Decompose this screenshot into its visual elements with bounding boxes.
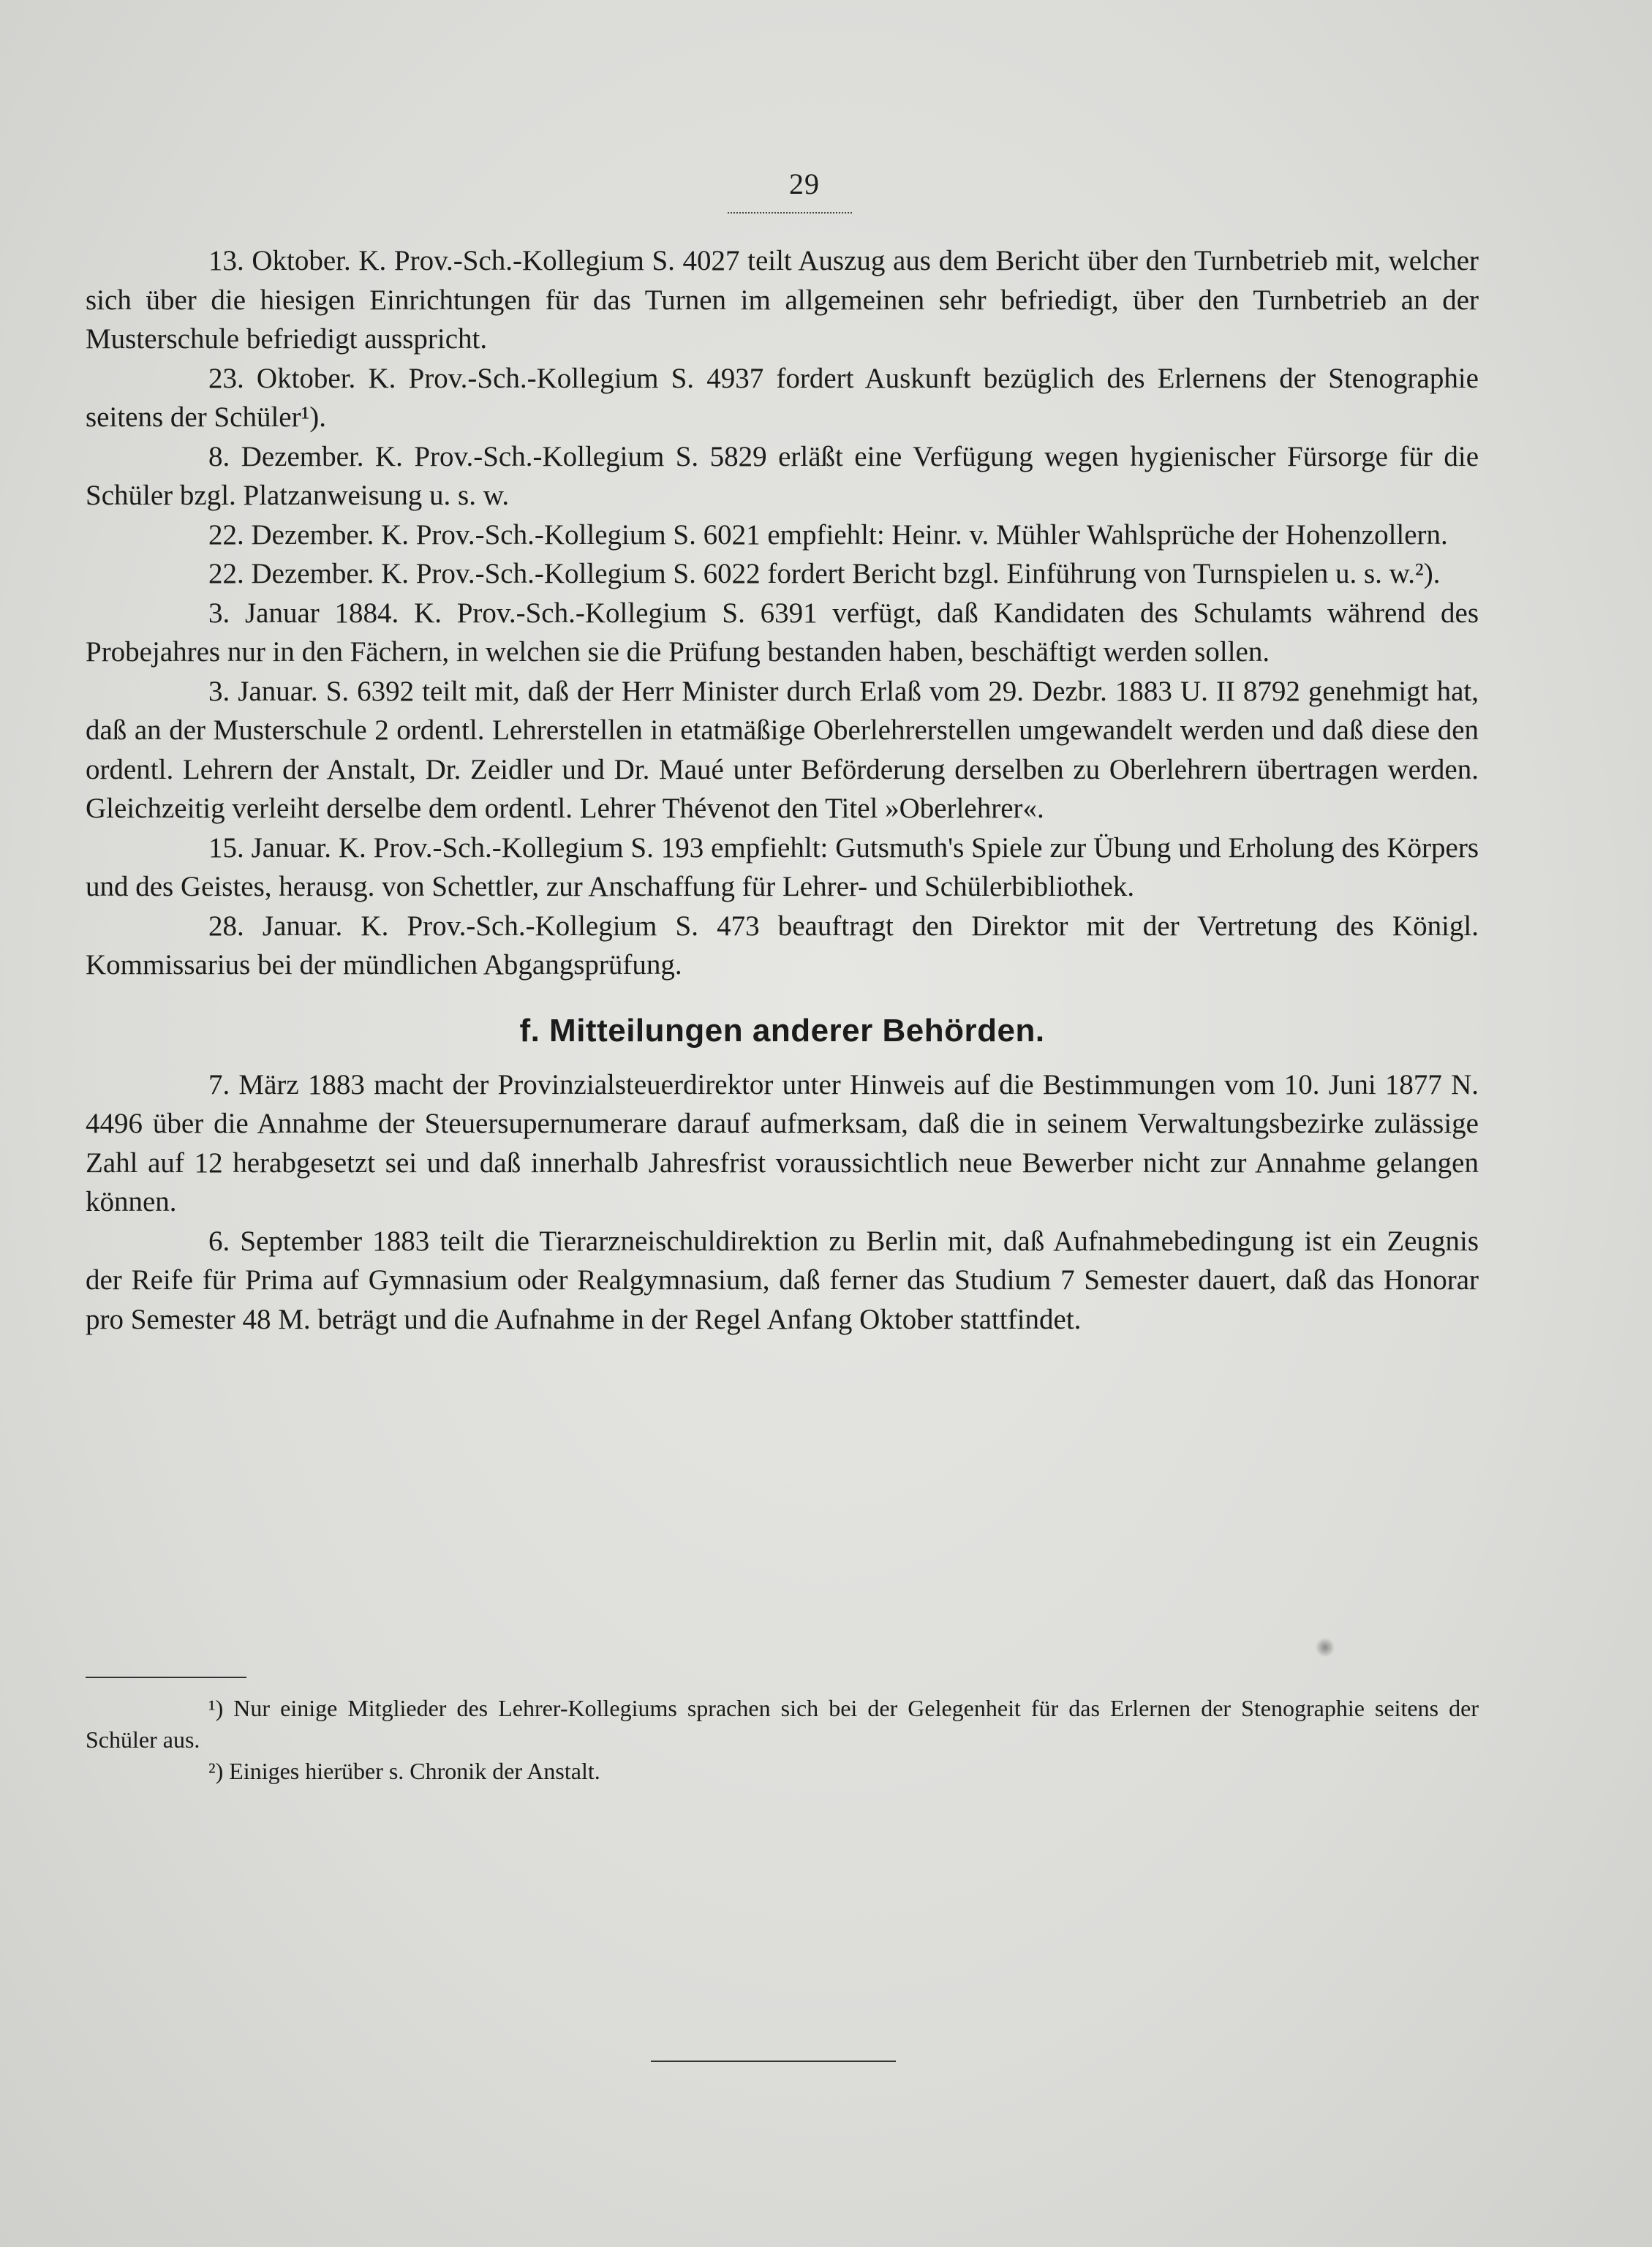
entry-paragraph: 13. Oktober. K. Prov.-Sch.-Kollegium S. 4027 teilt Auszug aus dem Bericht über den Turnbetrieb mit, welcher sich über die hiesigen Einrichtungen für das Turnen im allgemeinen sehr befriedigt, über den Turnbetrieb an der Musterschule befriedigt ausspricht. xyxy=(86,245,1479,355)
entry-paragraph: 22. Dezember. K. Prov.-Sch.-Kollegium S. 6022 fordert Bericht bzgl. Einführung von Turnspielen u. s. w.²). xyxy=(208,558,1441,589)
entry-paragraph: 22. Dezember. K. Prov.-Sch.-Kollegium S. 6021 empfiehlt: Heinr. v. Mühler Wahlsprüche der Hohenzollern. xyxy=(208,518,1448,551)
entry-paragraph: 28. Januar. K. Prov.-Sch.-Kollegium S. 473 beauftragt den Direktor mit der Vertretung des Königl. Kommissarius bei der mündlichen Abgangsprüfung. xyxy=(86,910,1479,981)
entry-paragraph: 3. Januar. S. 6392 teilt mit, daß der Herr Minister durch Erlaß vom 29. Dezbr. 1883 U. II 8792 genehmigt hat, daß an der Musterschule 2 ordentl. Lehrerstellen in etatmäßige Oberlehrerstellen umgewandelt werden und daß diese den ordentl. Lehrern der Anstalt, Dr. Zeidler und Dr. Maué unter Beförderung derselben zu Oberlehrern übertragen werden. Gleichzeitig verleiht derselbe dem ordentl. Lehrer Thévenot den Titel »Oberlehrer«. xyxy=(86,675,1479,824)
page-number: 29 xyxy=(789,167,820,200)
end-rule xyxy=(651,2061,896,2062)
footnote: ²) Einiges hierüber s. Chronik der Anstalt. xyxy=(208,1758,600,1784)
section-entry-paragraph: 6. September 1883 teilt die Tierarzneischuldirektion zu Berlin mit, daß Aufnahmebedingung ist ein Zeugnis der Reife für Prima auf Gymnasium oder Realgymnasium, daß ferner das Studium 7 Semester dauert, daß das Honorar pro Semester 48 M. beträgt und die Aufnahme in der Regel Anfang Oktober stattfindet. xyxy=(86,1225,1479,1335)
section-heading-text: f. Mitteilungen anderer Behörden. xyxy=(519,1012,1045,1049)
entry-paragraph: 23. Oktober. K. Prov.-Sch.-Kollegium S. 4937 fordert Auskunft bezüglich des Erlernens der Stenographie seitens der Schüler¹). xyxy=(86,362,1479,433)
entry-paragraph: 15. Januar. K. Prov.-Sch.-Kollegium S. 193 empfiehlt: Gutsmuth's Spiele zur Übung und Erholung des Körpers und des Geistes, herausg. von Schettler, zur Anschaffung für Lehrer- und Schülerbibliothek. xyxy=(86,831,1479,902)
entry-paragraph: 8. Dezember. K. Prov.-Sch.-Kollegium S. 5829 erläßt eine Verfügung wegen hygienischer Fürsorge für die Schüler bzgl. Platzanweisung u. s. w. xyxy=(86,440,1479,511)
footnote: ¹) Nur einige Mitglieder des Lehrer-Kollegiums sprachen sich bei der Gelegenheit für das Erlernen der Stenographie seitens der Schüler aus. xyxy=(86,1695,1479,1753)
page-number-ornament xyxy=(728,208,852,214)
footnote-separator xyxy=(86,1677,246,1678)
ink-smudge xyxy=(1315,1638,1335,1657)
section-heading xyxy=(86,1013,1479,1049)
footnotes xyxy=(86,1693,1479,1787)
section-entry-paragraph: 7. März 1883 macht der Provinzialsteuerdirektor unter Hinweis auf die Bestimmungen vom 10. Juni 1877 N. 4496 über die Annahme der Steuersupernumerare darauf aufmerksam, daß die in seinem Verwaltungsbezirke zulässige Zahl auf 12 herabgesetzt sei und daß innerhalb Jahresfrist voraussichtlich neue Bewerber nicht zur Annahme gelangen können. xyxy=(86,1068,1479,1217)
main-text xyxy=(86,241,1479,1339)
entry-paragraph: 3. Januar 1884. K. Prov.-Sch.-Kollegium S. 6391 verfügt, daß Kandidaten des Schulamts während des Probejahres nur in den Fächern, in welchen sie die Prüfung bestanden haben, beschäftigt werden sollen. xyxy=(86,597,1479,668)
